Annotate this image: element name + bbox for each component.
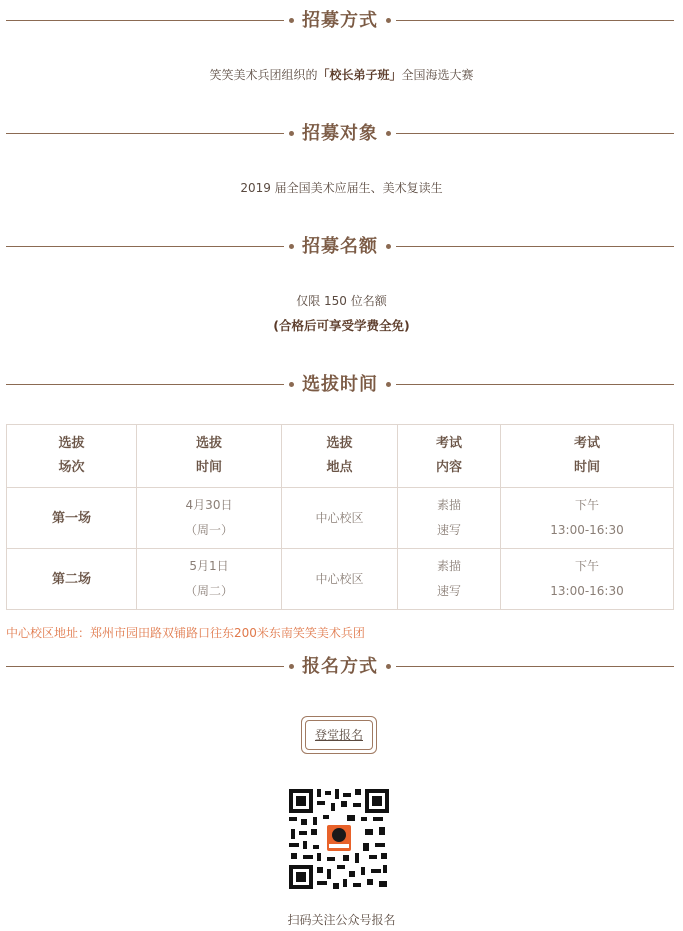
section-heading-target <box>6 120 674 148</box>
method-text-highlight: 「校长弟子班」 <box>317 68 402 82</box>
divider-line <box>396 20 674 21</box>
section-heading-method <box>6 7 674 35</box>
divider-line <box>6 666 284 667</box>
table-row <box>7 488 674 549</box>
campus-address: 中心校区地址：郑州市园田路双铺路口往东200米东南笑笑美术兵团 <box>6 626 365 640</box>
table-cell-place: 中心校区 <box>282 549 398 610</box>
table-cell-session: 第一场 <box>7 488 137 549</box>
divider-dot <box>289 244 294 249</box>
qr-caption: 扫码关注公众号报名 <box>287 913 396 927</box>
table-header-cell: 选拔 时间 <box>137 425 282 488</box>
table-cell-place: 中心校区 <box>282 488 398 549</box>
method-text <box>0 66 683 83</box>
divider-dot <box>289 131 294 136</box>
divider-dot <box>289 18 294 23</box>
table-cell-time: 下午 13:00-16:30 <box>501 488 674 549</box>
method-text-prefix: 笑笑美术兵团组织的 <box>209 68 318 82</box>
divider-dot <box>386 18 391 23</box>
table-cell-subject: 素描 速写 <box>398 549 501 610</box>
divider-dot <box>386 664 391 669</box>
divider-line <box>6 133 284 134</box>
table-header-cell: 考试 内容 <box>398 425 501 488</box>
divider-dot <box>289 382 294 387</box>
section-heading-schedule <box>6 371 674 399</box>
divider-dot <box>289 664 294 669</box>
section-title: 招募对象 <box>302 123 378 144</box>
section-title: 招募方式 <box>302 10 378 31</box>
signup-button[interactable] <box>301 716 377 754</box>
schedule-table <box>6 424 674 610</box>
divider-line <box>6 20 284 21</box>
section-heading-quota <box>6 233 674 261</box>
divider-line <box>396 384 674 385</box>
method-text-suffix: 全国海选大赛 <box>401 68 474 82</box>
table-header-cell: 选拔 地点 <box>282 425 398 488</box>
table-header-cell: 选拔 场次 <box>7 425 137 488</box>
divider-line <box>396 133 674 134</box>
divider-dot <box>386 382 391 387</box>
divider-dot <box>386 244 391 249</box>
table-cell-session: 第二场 <box>7 549 137 610</box>
target-text: 2019 届全国美术应届生、美术复读生 <box>240 181 443 195</box>
quota-text: 仅限 150 位名额 <box>296 294 387 308</box>
table-cell-subject: 素描 速写 <box>398 488 501 549</box>
section-heading-register <box>6 653 674 681</box>
section-title: 报名方式 <box>302 656 378 677</box>
table-cell-date: 5月1日 （周二） <box>137 549 282 610</box>
divider-line <box>6 246 284 247</box>
divider-line <box>6 384 284 385</box>
table-header-row <box>7 425 674 488</box>
qr-code-icon[interactable] <box>287 787 391 891</box>
divider-dot <box>386 131 391 136</box>
table-header-cell: 考试 时间 <box>501 425 674 488</box>
divider-line <box>396 666 674 667</box>
table-cell-time: 下午 13:00-16:30 <box>501 549 674 610</box>
section-title: 招募名额 <box>302 236 378 257</box>
section-title: 选拔时间 <box>302 374 378 395</box>
table-cell-date: 4月30日 （周一） <box>137 488 282 549</box>
table-row <box>7 549 674 610</box>
quota-note: (合格后可享受学费全免) <box>273 318 410 333</box>
divider-line <box>396 246 674 247</box>
signup-button-label[interactable]: 登堂报名 <box>305 720 373 750</box>
